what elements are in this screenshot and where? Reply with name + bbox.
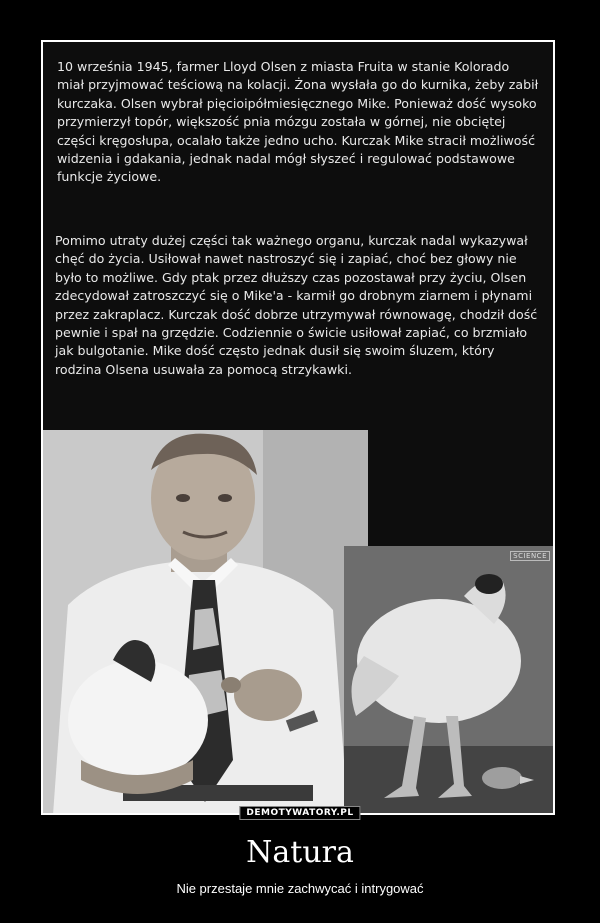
- chicken-illustration: [344, 546, 555, 814]
- paragraph-1: 10 września 1945, farmer Lloyd Olsen z miasta Fruita w stanie Kolorado miał przyjmować teściową na kolacji. Żona wysłała go do kurnika, żeby zabił kurczaka. Olsen wybrał pięcioipółmiesięcznego Mike. Ponieważ dość wysoko przymierzył topór, większość pnia mózgu została w górnej, nie obciętej części kręgosłupa, ocalało także jedno ucho. Kurczak Mike stracił możliwość widzenia i gdakania, jednak nadal mógł słyszeć i regulować podstawowe funkcje życiowe.: [57, 59, 539, 185]
- farmer-illustration: [43, 430, 368, 815]
- farmer-with-chicken-photo: [43, 430, 368, 815]
- poster-title: Natura: [246, 835, 354, 870]
- paragraph-2: Pomimo utraty dużej części tak ważnego organu, kurczak nadal wykazywał chęć do życia. Usiłował nawet nastroszyć się i zapiać, choć bez głowy nie było to możliwe. Gdy ptak przez dłuższy czas pozostawał przy życiu, Olsen zdecydował zatroszczyć się o Mike'a - karmił go drobnym ziarnem i płynami przez zakraplacz. Kurczak dość dobrze utrzymywał równowagę, chodził dość pewnie i spał na grzędzie. Codziennie o świcie usiłował zapiać, co brzmiało jak bulgotanie. Mike dość często jednak dusił się swoim śluzem, który rodzina Olsena usuwała za pomocą strzykawki.: [55, 233, 538, 377]
- poster-frame: [41, 40, 555, 815]
- watermark: DEMOTYWATORY.PL: [239, 806, 360, 820]
- photo-credit: SCIENCE: [510, 551, 550, 561]
- poster-subtitle: Nie przestaje mnie zachwycać i intrygować: [176, 881, 424, 896]
- headless-chicken-photo: [344, 546, 555, 814]
